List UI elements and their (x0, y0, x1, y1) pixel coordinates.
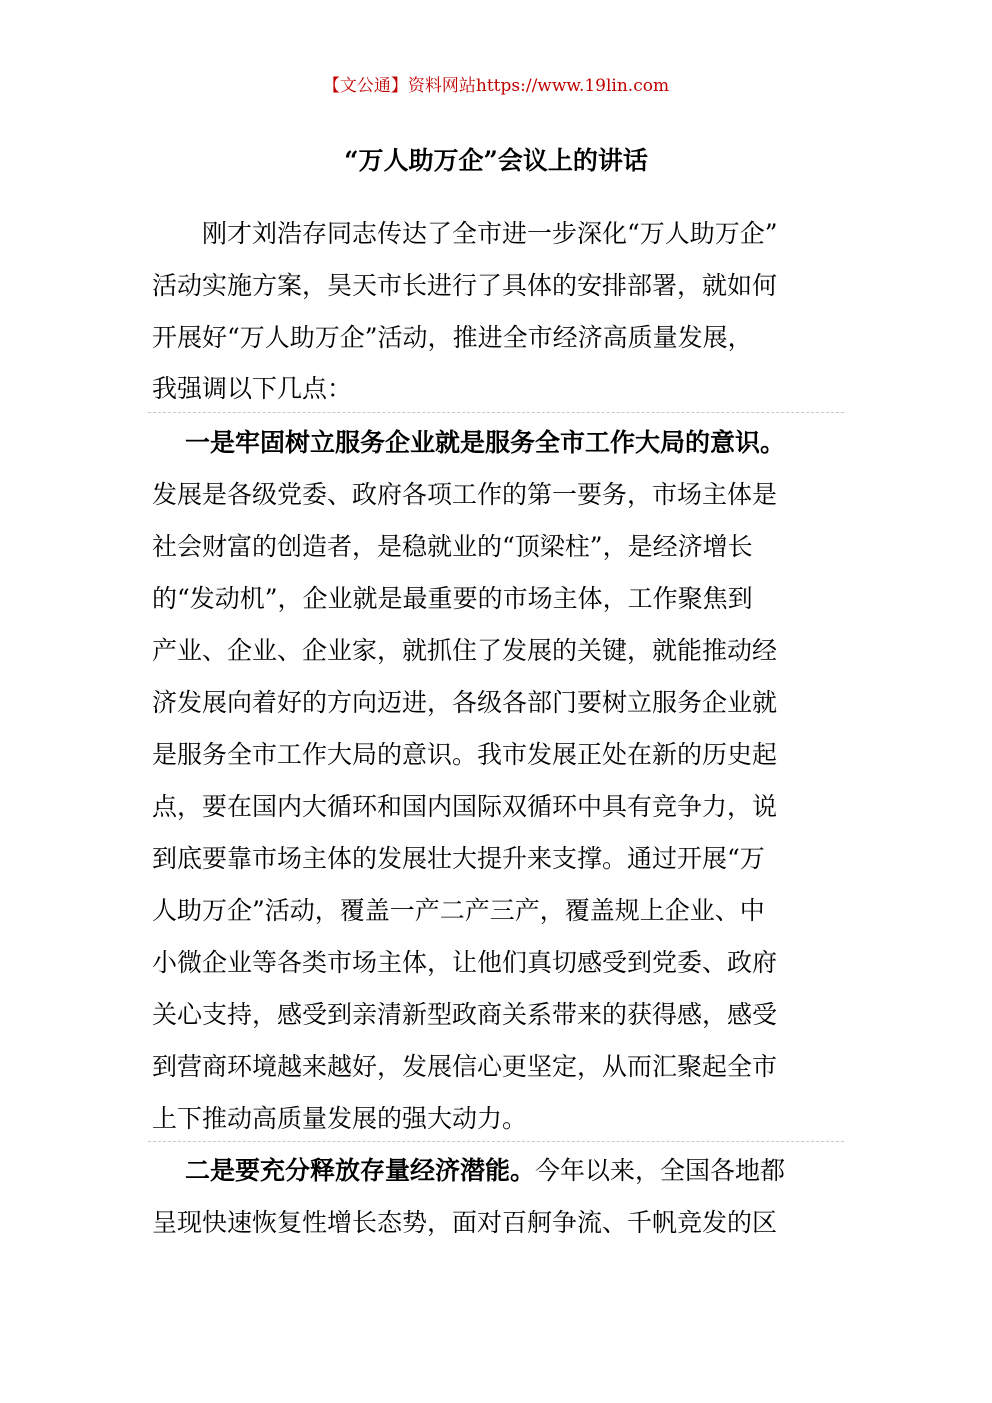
section-heading: 一是牢固树立服务企业就是服务全市工作大局的意识。 (185, 428, 786, 457)
paragraph-line: 社会财富的创造者，是稳就业的“顶梁柱”，是经济增长 (152, 532, 753, 561)
paragraph-line: 到营商环境越来越好，发展信心更坚定，从而汇聚起全市 (152, 1052, 778, 1081)
paragraph-line: 发展是各级党委、政府各项工作的第一要务，市场主体是 (152, 480, 778, 509)
paragraph-line: 人助万企”活动，覆盖一产二产三产，覆盖规上企业、中 (152, 896, 765, 925)
header-source-link[interactable]: 【文公通】资料网站https://www.19lin.com (322, 76, 670, 96)
paragraph-line: 济发展向着好的方向迈进，各级各部门要树立服务企业就 (152, 688, 778, 717)
paragraph-line: 的“发动机”，企业就是最重要的市场主体，工作聚焦到 (152, 584, 753, 613)
document-title: “万人助万企”会议上的讲话 (344, 146, 648, 175)
paragraph-line: 关心支持，感受到亲清新型政商关系带来的获得感，感受 (152, 1000, 778, 1029)
paragraph-line: 呈现快速恢复性增长态势，面对百舸争流、千帆竞发的区 (152, 1208, 778, 1237)
section-heading: 二是要充分释放存量经济潜能。 (185, 1156, 536, 1185)
section-divider (148, 412, 844, 413)
paragraph-line: 刚才刘浩存同志传达了全市进一步深化“万人助万企” (202, 219, 778, 248)
paragraph-line: 我强调以下几点： (152, 374, 353, 403)
paragraph-line: 活动实施方案，昊天市长进行了具体的安排部署，就如何 (152, 271, 778, 300)
paragraph-line: 是服务全市工作大局的意识。我市发展正处在新的历史起 (152, 740, 778, 769)
paragraph-line: 产业、企业、企业家，就抓住了发展的关键，就能推动经 (152, 636, 778, 665)
paragraph-line: 点，要在国内大循环和国内国际双循环中具有竞争力，说 (152, 792, 778, 821)
paragraph-line: 到底要靠市场主体的发展壮大提升来支撑。通过开展“万 (152, 844, 765, 873)
paragraph-line: 上下推动高质量发展的强大动力。 (152, 1104, 528, 1133)
paragraph-line: 小微企业等各类市场主体，让他们真切感受到党委、政府 (152, 948, 778, 977)
section-first-line (185, 1156, 785, 1186)
section-divider (148, 1141, 844, 1142)
paragraph-text: 今年以来，全国各地都 (535, 1156, 786, 1185)
paragraph-line: 开展好“万人助万企”活动，推进全市经济高质量发展， (152, 323, 753, 352)
